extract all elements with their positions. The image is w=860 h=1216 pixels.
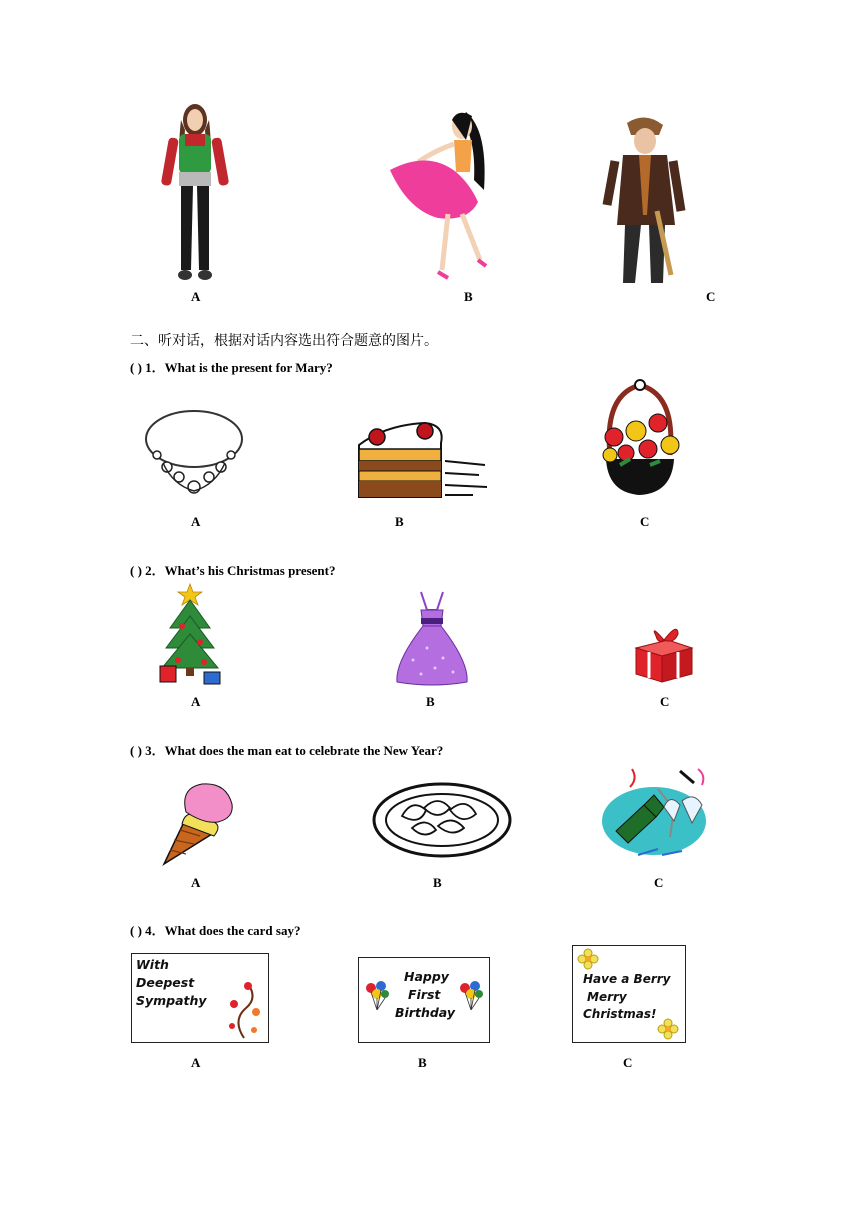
floral-vine-icon: [222, 980, 266, 1040]
girl-pink-skirt-image: [388, 110, 498, 285]
question-2-prefix: ( ) 2．: [130, 563, 165, 578]
christmas-card-line3: Christmas!: [583, 1007, 657, 1021]
question-3-text: What does the man eat to celebrate the New Year?: [164, 743, 444, 758]
question-1-prefix: ( ) 1．: [130, 360, 165, 375]
girl-brown-jacket-image: [605, 115, 685, 285]
top-option-a-label: A: [191, 289, 201, 304]
question-1: [130, 357, 333, 376]
gift-box-icon: [628, 622, 698, 684]
balloons-right-icon: [457, 980, 485, 1012]
top-option-c-label: C: [706, 289, 716, 304]
birthday-card-line3: Birthday: [395, 1005, 455, 1020]
champagne-icon: [598, 765, 716, 863]
christmas-tree-icon: [158, 582, 223, 686]
question-4-prefix: ( ) 4．: [130, 923, 165, 938]
question-4: [130, 920, 300, 939]
sympathy-card-line3: Sympathy: [136, 993, 207, 1008]
q2-option-a-label: A: [191, 694, 201, 709]
sympathy-card-line2: Deepest: [136, 975, 195, 990]
cake-slice-icon: [355, 415, 490, 500]
q4-option-a-label: A: [191, 1055, 201, 1070]
flower-top-left-icon: [577, 948, 599, 970]
q3-option-b-label: B: [433, 875, 442, 890]
flower-basket-icon: [590, 375, 690, 500]
q2-option-c-label: C: [660, 694, 670, 709]
question-2: [130, 560, 336, 579]
birthday-card-line2: First: [408, 987, 441, 1002]
balloons-left-icon: [363, 980, 391, 1012]
necklace-icon: [143, 405, 245, 497]
q3-option-c-label: C: [654, 875, 664, 890]
dumplings-plate-icon: [372, 780, 512, 860]
birthday-card-line1: Happy: [404, 969, 449, 984]
sympathy-card-line1: With: [136, 957, 169, 972]
question-4-text: What does the card say?: [164, 923, 301, 938]
q3-option-a-label: A: [191, 875, 201, 890]
q1-option-c-label: C: [640, 514, 650, 529]
sympathy-card: [131, 953, 269, 1043]
birthday-card: [358, 957, 490, 1043]
question-2-text: What’s his Christmas present?: [164, 563, 336, 578]
q1-option-b-label: B: [395, 514, 404, 529]
christmas-card-line1: Have a Berry: [583, 972, 671, 986]
flower-bottom-right-icon: [657, 1018, 679, 1040]
question-3: [130, 740, 443, 759]
purple-dress-icon: [393, 588, 471, 686]
christmas-card: [572, 945, 686, 1043]
question-1-text: What is the present for Mary?: [164, 360, 333, 375]
ice-cream-cone-icon: [156, 778, 236, 866]
girl-green-sweater-image: [155, 100, 235, 285]
q2-option-b-label: B: [426, 694, 435, 709]
q1-option-a-label: A: [191, 514, 201, 529]
q4-option-c-label: C: [623, 1055, 633, 1070]
christmas-card-line2: Merry: [587, 990, 627, 1004]
section-title: 二、听对话，根据对话内容选出符合题意的图片。: [130, 333, 438, 349]
question-3-prefix: ( ) 3．: [130, 743, 165, 758]
top-option-b-label: B: [464, 289, 473, 304]
q4-option-b-label: B: [418, 1055, 427, 1070]
